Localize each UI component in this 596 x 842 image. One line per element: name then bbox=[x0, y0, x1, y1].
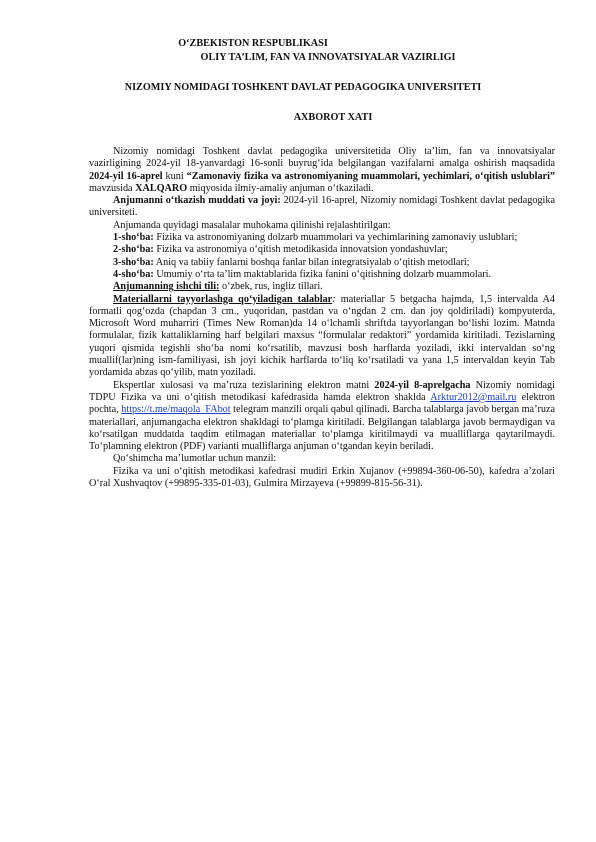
intro-text-1: Nizomiy nomidagi Toshkent davlat pedagogika universitetida Oliy ta’lim, fan va innovatsiyalar vazirligining 2024-yil 18-yanvardagi 16-sonli buyrug‘ida belgilangan vazifalarni amalga oshirish maqsadida bbox=[89, 146, 555, 170]
language-label: Anjumanning ishchi tili: bbox=[113, 281, 220, 293]
language-paragraph bbox=[89, 281, 555, 293]
section-1-text: Fizika va astronomiyaning dolzarb muammolari va yechimlarining zamonaviy uslublari; bbox=[153, 232, 518, 244]
section-2-label: 2-sho‘ba: bbox=[113, 244, 154, 256]
section-4-text: Umumiy o‘rta ta’lim maktablarida fizika fanini o‘qitishning dolzarb muammolari. bbox=[153, 268, 491, 280]
section-3-text: Aniq va tabiiy fanlarni boshqa fanlar bilan integratsiyalab o‘qitish metodlari; bbox=[153, 256, 470, 268]
requirements-paragraph bbox=[89, 294, 555, 380]
section-4 bbox=[89, 269, 555, 281]
submission-paragraph bbox=[89, 380, 555, 454]
contact-paragraph: Fizika va uni o‘qitish metodikasi kafedrasi mudiri Erkin Xujanov (+99894-360-06-50), kafedra a’zolari O‘ral Xushvaqtov (+99895-335-01-03), Gulmira Mirzayeva (+99899-815-56-31). bbox=[89, 465, 555, 490]
document-body bbox=[89, 146, 555, 490]
header-republic: O‘ZBEKISTON RESPUBLIKASI bbox=[178, 38, 328, 49]
venue-paragraph bbox=[89, 195, 555, 220]
requirements-colon: : bbox=[332, 293, 336, 305]
section-4-label: 4-sho‘ba: bbox=[113, 268, 154, 280]
header-university: NIZOMIY NOMIDAGI TOSHKENT DAVLAT PEDAGOGIKA UNIVERSITETI bbox=[124, 82, 482, 93]
submission-text-2: Nizomiy nomidagi TDPU Fizika va uni o‘qitish metodikasi kafedrasida hamda elektron shaklda bbox=[89, 379, 555, 403]
requirements-text: materiallar 5 betgacha hajmda, 1,5 intervalda A4 formatli qog‘ozda (chapdan 3 cm., yuqoridan, pastdan va o‘ngdan 2 cm. dan joy qoldiriladi) kompyuterda, Microsoft Word muharriri (Times New Roman)da 14 o‘lchamli shriftda tayyorlangan bo‘lishi lozim. Matnda formulalar, fizik kattaliklarning harf belgilari maxsus “formulalar redaktori” yordamida kiritiladi. Tezislarning yuqori qismida tegishli sho‘ba nomi ko‘rsatilib, mavzusi bosh harflarda yoziladi, ikki intervaldan so‘ng muallif(lar)ning ism-familiyasi, ish joyi kichik harflarda to‘liq ko‘rsatiladi va yana 1,5 intervaldan keyin Tab yordamida abzas qo‘yilib, matn yoziladi. bbox=[89, 293, 556, 379]
section-1 bbox=[89, 232, 555, 244]
section-3 bbox=[89, 257, 555, 269]
section-1-label: 1-sho‘ba: bbox=[113, 232, 154, 244]
submission-text-4: telegram manzili orqali qabul qilinadi. Barcha talablarga javob bergan ma’ruza materiallari, anjumangacha elektron shakldagi to‘plamga kiritiladi. Belgilangan talablarga javob bermaydigan va ko‘rsatilgan muddatda taqdim etilmagan materiallar to‘plamga kiritilmaydi va mualliflarga qaytarilmaydi. To‘plamning elektron (PDF) varianti mualliflarga anjuman o‘tgandan keyin beriladi. bbox=[89, 404, 555, 453]
sections-intro: Anjumanda quyidagi masalalar muhokama qilinishi rejalashtirilgan: bbox=[113, 219, 391, 231]
event-scope: XALQARO bbox=[135, 182, 188, 194]
submission-deadline: 2024-yil 8-aprelgacha bbox=[374, 379, 471, 391]
section-2-text: Fizika va astronomiya o‘qitish metodikasida innovatsion yondashuvlar; bbox=[153, 244, 448, 256]
email-link[interactable]: Arktur2012@mail.ru bbox=[430, 391, 517, 403]
submission-text-1: Ekspertlar xulosasi va ma’ruza tezislarining elektron matni bbox=[113, 379, 375, 391]
intro-paragraph bbox=[89, 146, 555, 195]
doc-title: AXBOROT XATI bbox=[293, 112, 373, 123]
intro-text-4: miqyosida ilmiy-amaliy anjuman o‘tkaziladi. bbox=[187, 182, 374, 194]
language-text: o‘zbek, rus, ingliz tillari. bbox=[219, 281, 323, 293]
telegram-link[interactable]: https://t.me/maqola_FAbot bbox=[121, 404, 231, 416]
contact-intro: Qo‘shimcha ma’lumotlar uchun manzil: bbox=[113, 453, 277, 465]
intro-text-3: mavzusida bbox=[89, 182, 136, 194]
event-topic: “Zamonaviy fizika va astronomiyaning muammolari, yechimlari, o‘qitish uslublari” bbox=[186, 170, 555, 182]
header-ministry: OLIY TA’LIM, FAN VA INNOVATSIYALAR VAZIRLIGI bbox=[200, 52, 456, 63]
venue-label: Anjumanni o‘tkazish muddati va joyi: bbox=[113, 195, 281, 207]
submission-text-3: elektron pochta, bbox=[89, 391, 555, 416]
section-2 bbox=[89, 244, 555, 256]
event-date: 2024-yil 16-aprel bbox=[89, 170, 163, 182]
requirements-label: Materiallarni tayyorlashga qo‘yiladigan talablar bbox=[113, 293, 333, 305]
intro-text-2: kuni bbox=[162, 170, 187, 182]
venue-text: 2024-yil 16-aprel, Nizomiy nomidagi Toshkent davlat pedagogika universiteti. bbox=[89, 195, 555, 219]
section-3-label: 3-sho‘ba: bbox=[113, 256, 154, 268]
